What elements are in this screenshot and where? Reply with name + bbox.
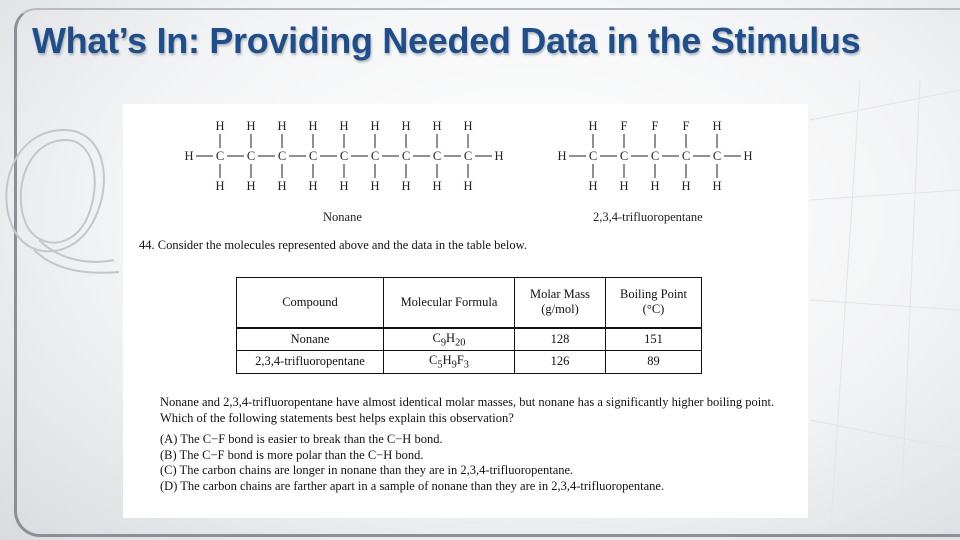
atom-c: C bbox=[432, 149, 442, 163]
data-table bbox=[236, 277, 702, 374]
atom-h: H bbox=[215, 119, 225, 133]
atom-h: H bbox=[277, 179, 287, 193]
choice-c[interactable]: (C) The carbon chains are longer in nonane than they are in 2,3,4-trifluoropentane. bbox=[160, 463, 574, 477]
atom-c: C bbox=[401, 149, 411, 163]
atom-h: H bbox=[339, 179, 349, 193]
table-row bbox=[237, 328, 702, 351]
cell-formula: $C_5H_9F_3$ bbox=[384, 351, 515, 374]
header-boiling-point: Boiling Point (°C) bbox=[606, 278, 702, 328]
atom-c: C bbox=[246, 149, 256, 163]
table-row bbox=[237, 351, 702, 374]
atom-c: C bbox=[370, 149, 380, 163]
atom-c: C bbox=[681, 149, 691, 163]
trifluoropentane-label: 2,3,4-trifluoropentane bbox=[593, 210, 703, 224]
atom-h: H bbox=[308, 119, 318, 133]
atom-h: H bbox=[588, 119, 598, 133]
atom-h: H bbox=[494, 149, 504, 163]
atom-h: H bbox=[432, 119, 442, 133]
question-content bbox=[123, 104, 808, 518]
atom-c: C bbox=[650, 149, 660, 163]
choice-a[interactable]: (A) The C−F bond is easier to break than the C−H bond. bbox=[160, 432, 443, 446]
atom-h: H bbox=[401, 119, 411, 133]
cell-boiling-point: 151 bbox=[606, 328, 702, 351]
header-compound: Compound bbox=[237, 278, 384, 328]
atom-h: H bbox=[557, 149, 567, 163]
header-formula: Molecular Formula bbox=[384, 278, 515, 328]
atom-h: H bbox=[619, 179, 629, 193]
cell-boiling-point: 89 bbox=[606, 351, 702, 374]
atom-h: H bbox=[401, 179, 411, 193]
atom-f: F bbox=[651, 119, 659, 133]
atom-h: H bbox=[215, 179, 225, 193]
atom-h: H bbox=[246, 179, 256, 193]
atom-f: F bbox=[620, 119, 628, 133]
cell-molar-mass: 126 bbox=[515, 351, 606, 374]
question-text: 44. Consider the molecules represented above and the data in the table below. bbox=[139, 238, 527, 252]
cell-compound: 2,3,4-trifluoropentane bbox=[237, 351, 384, 374]
atom-h: H bbox=[277, 119, 287, 133]
atom-h: H bbox=[463, 179, 473, 193]
decorative-q-icon bbox=[0, 100, 124, 290]
answer-choices bbox=[160, 432, 664, 494]
question-paragraph: Nonane and 2,3,4-trifluoropentane have almost identical molar masses, but nonane has a significantly higher boiling point. Which of the following statements best helps explain this observation? bbox=[160, 395, 775, 425]
atom-h: H bbox=[432, 179, 442, 193]
choice-b[interactable]: (B) The C−F bond is more polar than the C−H bond. bbox=[160, 447, 424, 462]
atom-c: C bbox=[215, 149, 225, 163]
atom-c: C bbox=[308, 149, 318, 163]
header-molar-mass: Molar Mass (g/mol) bbox=[515, 278, 606, 328]
cell-molar-mass: 128 bbox=[515, 328, 606, 351]
atom-h: H bbox=[463, 119, 473, 133]
atom-h: H bbox=[246, 119, 256, 133]
choice-d[interactable]: (D) The carbon chains are farther apart in a sample of nonane than they are in 2,3,4-trifluoropentane. bbox=[160, 478, 665, 493]
atom-h: H bbox=[370, 179, 380, 193]
atom-h: H bbox=[184, 149, 194, 163]
atom-h: H bbox=[588, 179, 598, 193]
atom-h: H bbox=[743, 149, 753, 163]
cell-compound: Nonane bbox=[237, 328, 384, 351]
atom-c: C bbox=[277, 149, 287, 163]
nonane-structure bbox=[178, 114, 508, 198]
atom-h: H bbox=[681, 179, 691, 193]
atom-f: F bbox=[682, 119, 690, 133]
atom-h: H bbox=[712, 179, 722, 193]
atom-h: H bbox=[370, 119, 380, 133]
table-header-row bbox=[237, 278, 702, 328]
cell-formula: $C_9H_{20}$ bbox=[384, 328, 515, 351]
atom-h: H bbox=[712, 119, 722, 133]
slide-title: What’s In: Providing Needed Data in the Stimulus bbox=[32, 20, 861, 61]
nonane-label: Nonane bbox=[323, 210, 362, 224]
trifluoropentane-structure bbox=[551, 114, 761, 198]
atom-c: C bbox=[463, 149, 473, 163]
atom-c: C bbox=[339, 149, 349, 163]
atom-c: C bbox=[588, 149, 598, 163]
atom-h: H bbox=[308, 179, 318, 193]
atom-c: C bbox=[712, 149, 722, 163]
atom-h: H bbox=[650, 179, 660, 193]
atom-h: H bbox=[339, 119, 349, 133]
atom-c: C bbox=[619, 149, 629, 163]
